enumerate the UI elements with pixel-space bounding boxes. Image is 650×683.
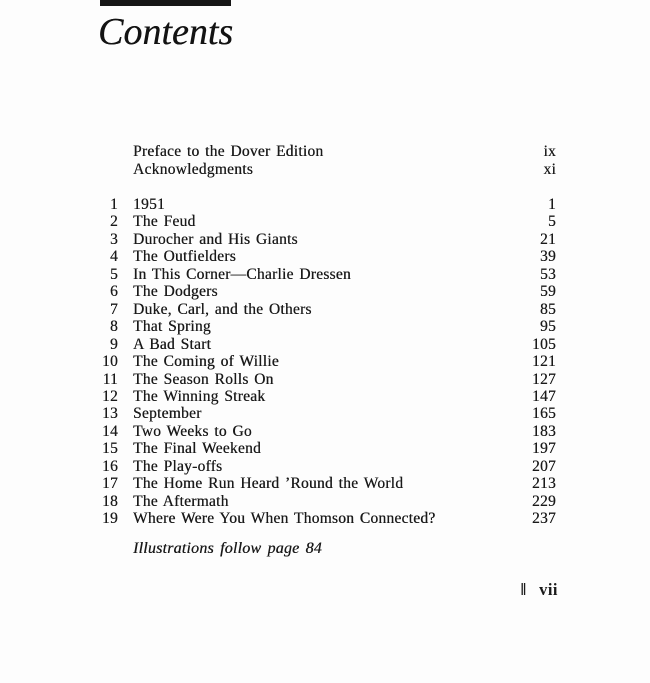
chapter-number: 19 (102, 510, 118, 528)
chapter-title: That Spring (133, 318, 211, 336)
scan-artifact-bar (100, 0, 231, 6)
folio-page-number: vii (539, 580, 558, 599)
chapter-row (0, 353, 556, 370)
chapter-title: The Final Weekend (133, 440, 261, 458)
chapter-title: The Outfielders (133, 248, 236, 266)
chapter-title: 1951 (133, 196, 165, 213)
chapter-title: The Season Rolls On (133, 370, 274, 388)
chapter-page-number: 39 (540, 248, 556, 266)
chapter-row (0, 423, 556, 440)
chapter-list (0, 196, 556, 528)
chapter-row (0, 213, 556, 230)
chapter-page-number: 197 (532, 440, 556, 458)
chapter-title: In This Corner—Charlie Dressen (133, 265, 351, 283)
chapter-row (0, 388, 556, 405)
front-matter-list (0, 143, 556, 179)
illustrations-note: Illustrations follow page 84 (133, 540, 322, 557)
chapter-row (0, 283, 556, 300)
chapter-title: Duke, Carl, and the Others (133, 300, 312, 318)
chapter-page-number: 21 (540, 230, 556, 248)
chapter-number: 7 (110, 300, 118, 318)
page-title: Contents (98, 11, 234, 53)
chapter-page-number: 95 (540, 318, 556, 336)
chapter-page-number: 147 (532, 387, 556, 405)
chapter-number: 14 (102, 422, 118, 440)
chapter-title: Durocher and His Giants (133, 230, 298, 248)
chapter-page-number: 53 (540, 265, 556, 283)
chapter-title: Two Weeks to Go (133, 422, 252, 440)
chapter-number: 8 (110, 318, 118, 336)
chapter-row (0, 371, 556, 388)
chapter-title: A Bad Start (133, 335, 212, 353)
chapter-row (0, 301, 556, 318)
chapter-row (0, 440, 556, 457)
page-footer (521, 580, 558, 600)
chapter-number: 2 (110, 213, 118, 231)
entry-title: Preface to the Dover Edition (133, 143, 324, 160)
front-matter-row (0, 143, 556, 161)
chapter-page-number: 5 (548, 213, 556, 231)
chapter-title: The Coming of Willie (133, 353, 279, 371)
chapter-row (0, 196, 556, 213)
chapter-page-number: 237 (532, 510, 556, 528)
chapter-number: 17 (102, 475, 118, 493)
chapter-number: 6 (110, 283, 118, 301)
chapter-row (0, 266, 556, 283)
entry-page-number: xi (543, 161, 556, 178)
chapter-number: 12 (102, 387, 118, 405)
chapter-page-number: 165 (532, 405, 556, 423)
chapter-page-number: 207 (532, 457, 556, 475)
chapter-page-number: 127 (532, 370, 556, 388)
chapter-row (0, 318, 556, 335)
entry-title: Acknowledgments (133, 161, 253, 178)
chapter-row (0, 405, 556, 422)
front-matter-row (0, 161, 556, 179)
chapter-number: 10 (102, 353, 118, 371)
chapter-page-number: 85 (540, 300, 556, 318)
chapter-row (0, 510, 556, 527)
chapter-title: The Dodgers (133, 283, 218, 301)
chapter-page-number: 121 (532, 353, 556, 371)
chapter-row (0, 336, 556, 353)
chapter-title: The Aftermath (133, 492, 229, 510)
chapter-number: 18 (102, 492, 118, 510)
chapter-page-number: 105 (532, 335, 556, 353)
folio-marker: ‖ (520, 580, 527, 599)
chapter-row (0, 493, 556, 510)
chapter-number: 16 (102, 457, 118, 475)
chapter-number: 3 (110, 230, 118, 248)
chapter-title: The Home Run Heard ’Round the World (133, 475, 404, 493)
chapter-row (0, 231, 556, 248)
chapter-number: 15 (102, 440, 118, 458)
chapter-title: Where Were You When Thomson Connected? (133, 510, 436, 528)
chapter-title: The Feud (133, 213, 196, 231)
chapter-row (0, 248, 556, 265)
chapter-page-number: 1 (548, 196, 556, 213)
entry-page-number: ix (543, 143, 556, 160)
chapter-page-number: 213 (532, 475, 556, 493)
chapter-number: 5 (110, 265, 118, 283)
chapter-title: The Winning Streak (133, 387, 266, 405)
chapter-title: September (133, 405, 202, 423)
chapter-number: 11 (102, 370, 118, 388)
chapter-page-number: 183 (532, 422, 556, 440)
chapter-number: 4 (110, 248, 118, 266)
chapter-row (0, 475, 556, 492)
chapter-page-number: 229 (532, 492, 556, 510)
chapter-number: 1 (110, 196, 118, 213)
chapter-number: 13 (102, 405, 118, 423)
chapter-number: 9 (110, 335, 118, 353)
chapter-row (0, 458, 556, 475)
chapter-page-number: 59 (540, 283, 556, 301)
chapter-title: The Play-offs (133, 457, 223, 475)
